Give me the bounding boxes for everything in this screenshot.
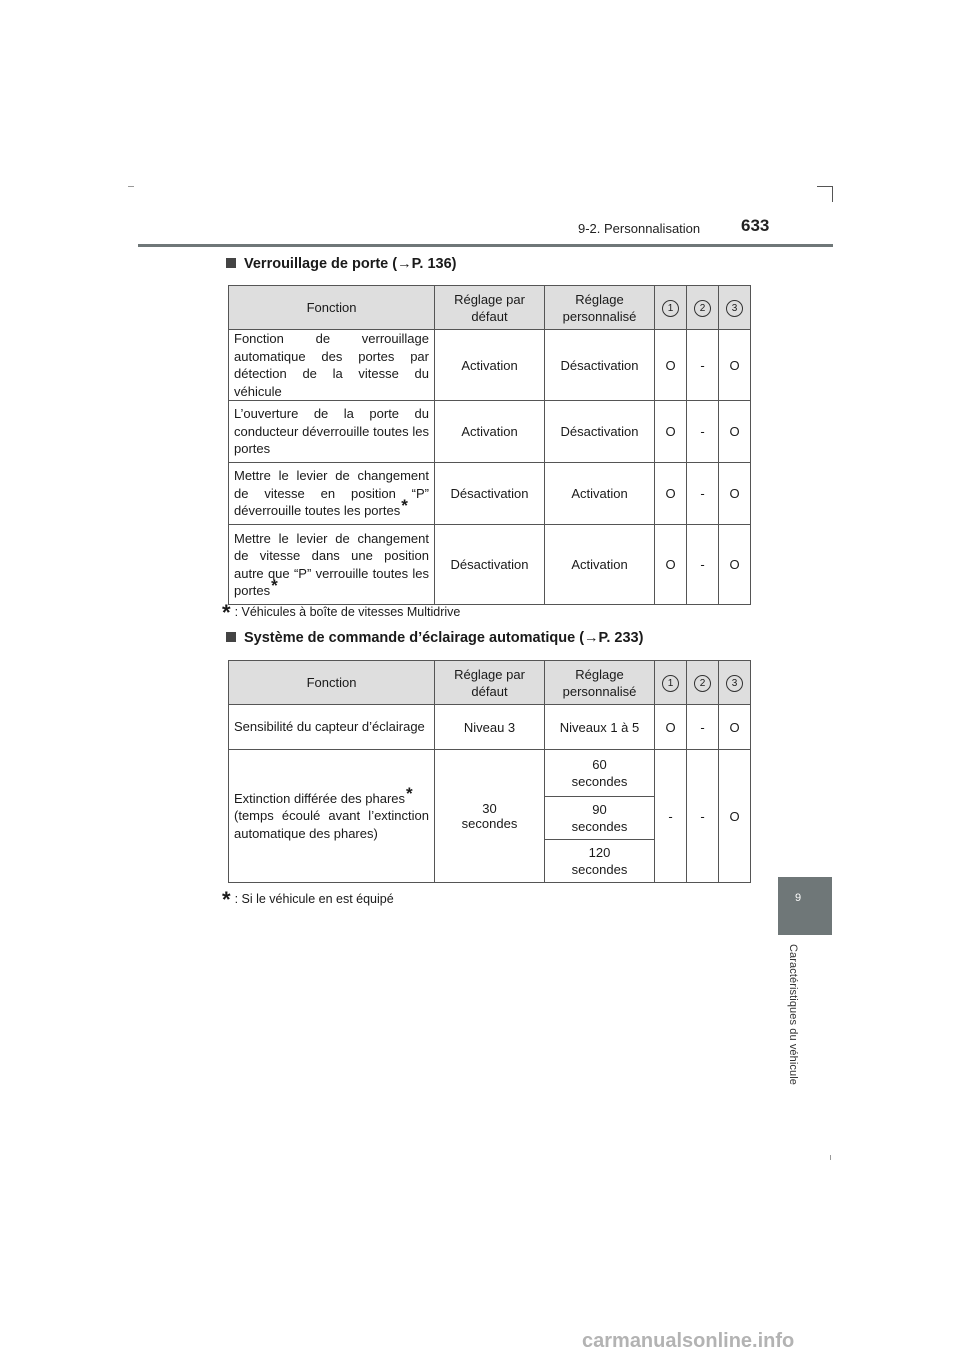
table-row (229, 463, 751, 525)
circled-1-icon: 1 (662, 675, 679, 692)
asterisk-mark: * (222, 600, 231, 625)
row-default: Désactivation (435, 463, 545, 525)
row-col-2: - (687, 705, 719, 750)
row-custom-option: 120 secondes (545, 840, 655, 883)
square-bullet-icon (226, 632, 236, 642)
circled-1-icon: 1 (662, 300, 679, 317)
door-lock-table (228, 285, 751, 605)
row-col-1: - (655, 750, 687, 883)
row-function: Mettre le levier de changement de vitesse dans une position autre que “P” verrouille toutes les portes (234, 530, 429, 598)
header-custom: Réglage personnalisé (545, 661, 655, 705)
header-fonction: Fonction (229, 661, 435, 705)
row-function-cell (229, 463, 435, 525)
row-col-2: - (687, 401, 719, 463)
asterisk-mark: * (271, 576, 278, 595)
chapter-label: Caractéristiques du véhicule (787, 944, 799, 1085)
footnote-text: : Véhicules à boîte de vitesses Multidrive (234, 605, 461, 619)
row-col-3: O (719, 463, 751, 525)
crop-mark-top-right (817, 186, 833, 187)
circled-2-icon: 2 (694, 675, 711, 692)
row-custom: Désactivation (545, 401, 655, 463)
header-col-3 (719, 661, 751, 705)
header-col-2 (687, 286, 719, 330)
circled-3-icon: 3 (726, 300, 743, 317)
row-function: Mettre le levier de changement de vitesse en position “P” déverrouille toutes les portes (234, 468, 429, 519)
asterisk-mark: * (401, 496, 408, 516)
row-col-1: O (655, 330, 687, 401)
footnote-text: : Si le véhicule en est équipé (234, 892, 394, 906)
circled-2-icon: 2 (694, 300, 711, 317)
row-col-3: O (719, 401, 751, 463)
asterisk-mark: * (406, 783, 413, 803)
row-function: Sensibilité du capteur d’éclairage (229, 705, 435, 750)
row-default: Désactivation (435, 525, 545, 605)
row-col-1: O (655, 705, 687, 750)
header-fonction: Fonction (229, 286, 435, 330)
row-function: Fonction de verrouillage automatique des portes par détection de la vitesse du véhicule (229, 330, 435, 401)
table-row (229, 525, 751, 605)
row-custom: Activation (545, 463, 655, 525)
row-custom: Niveaux 1 à 5 (545, 705, 655, 750)
header-rule (138, 244, 833, 247)
row-function-cell (229, 525, 435, 605)
row-col-3: O (719, 750, 751, 883)
row-default: 30 secondes (435, 750, 545, 883)
watermark: carmanualsonline.info (582, 1330, 795, 1352)
header-custom: Réglage personnalisé (545, 286, 655, 330)
section-title-text: Verrouillage de porte (→P. 136) (244, 256, 457, 272)
table-row (229, 330, 751, 401)
header-col-1 (655, 661, 687, 705)
footnote-multidrive (222, 600, 460, 626)
row-default: Activation (435, 401, 545, 463)
header-section-title: 9-2. Personnalisation (578, 221, 701, 236)
table-row (229, 705, 751, 750)
table-header-row (229, 661, 751, 705)
circled-3-icon: 3 (726, 675, 743, 692)
row-col-3: O (719, 705, 751, 750)
table-header-row (229, 286, 751, 330)
crop-mark-top-right-vertical (832, 186, 833, 202)
chapter-tab (778, 877, 832, 935)
row-col-3: O (719, 330, 751, 401)
row-function-cell (229, 750, 435, 883)
row-col-2: - (687, 463, 719, 525)
row-custom-option: 60 secondes (545, 750, 655, 797)
asterisk-mark: * (222, 887, 231, 912)
header-col-2 (687, 661, 719, 705)
row-col-2: - (687, 525, 719, 605)
row-custom: Désactivation (545, 330, 655, 401)
table-row (229, 401, 751, 463)
crop-mark-bottom-right (830, 1155, 831, 1160)
crop-mark-top-left (128, 186, 134, 187)
header-default: Réglage par défaut (435, 286, 545, 330)
section-title-door-lock (226, 256, 456, 272)
auto-lighting-table (228, 660, 751, 883)
header-default: Réglage par défaut (435, 661, 545, 705)
chapter-number: 9 (794, 892, 802, 904)
row-default: Niveau 3 (435, 705, 545, 750)
row-custom-option: 90 secondes (545, 797, 655, 840)
row-function-rest: (temps écoulé avant l’extinction automatique des phares) (234, 808, 429, 841)
header-col-3 (719, 286, 751, 330)
section-title-text: Système de commande d’éclairage automatique (→P. 233) (244, 630, 644, 646)
row-col-3: O (719, 525, 751, 605)
table-row (229, 750, 751, 797)
row-col-1: O (655, 463, 687, 525)
row-default: Activation (435, 330, 545, 401)
row-col-2: - (687, 330, 719, 401)
page-number: 633 (741, 216, 770, 235)
row-col-1: O (655, 401, 687, 463)
row-col-1: O (655, 525, 687, 605)
footnote-equipped (222, 887, 394, 913)
row-custom: Activation (545, 525, 655, 605)
section-title-auto-lighting (226, 630, 643, 646)
row-col-2: - (687, 750, 719, 883)
square-bullet-icon (226, 258, 236, 268)
header-col-1 (655, 286, 687, 330)
row-function: L’ouverture de la porte du conducteur déverrouille toutes les portes (229, 401, 435, 463)
row-function-line1: Extinction différée des phares (234, 790, 406, 806)
